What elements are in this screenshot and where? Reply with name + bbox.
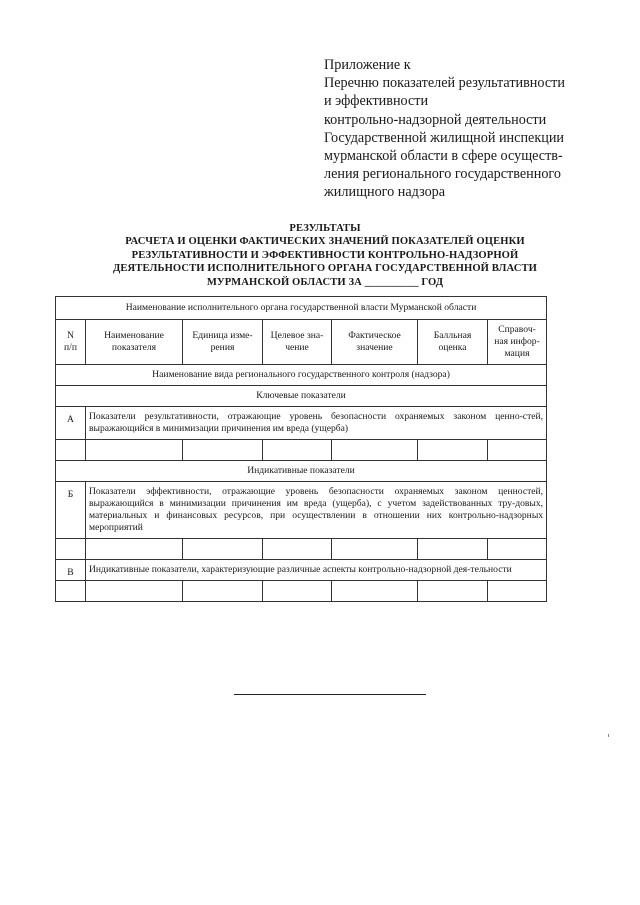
col-header-unit: Единица изме- рения <box>183 320 263 365</box>
table-cell <box>183 539 263 560</box>
table-cell <box>263 539 332 560</box>
table-cell <box>418 440 488 461</box>
empty-row <box>56 539 547 560</box>
table-cell <box>488 539 547 560</box>
table-cell <box>56 581 86 602</box>
section-description: Показатели результативности, отражающие уровень безопасности охраняемых законом ценно-стей, выражающийся в минимизации причинения им вреда (ущерба) <box>86 407 547 440</box>
table-cell <box>263 581 332 602</box>
appendix-line: жилищного надзора <box>324 184 446 201</box>
table-cell <box>183 440 263 461</box>
col-header-reference: Справоч- ная инфор- мация <box>488 320 547 365</box>
title-line: МУРМАНСКОЙ ОБЛАСТИ ЗА __________ ГОД <box>206 276 444 288</box>
table-cell <box>332 440 418 461</box>
results-table <box>55 296 547 602</box>
table-cell <box>263 440 332 461</box>
col-header-number: N п/п <box>56 320 86 365</box>
table-cell <box>86 440 183 461</box>
appendix-line: контрольно-надзорной деятельности <box>324 111 547 128</box>
col-header-score: Балльная оценка <box>418 320 488 365</box>
table-cell <box>56 539 86 560</box>
title-line: РЕЗУЛЬТАТЫ <box>289 223 361 234</box>
table-cell <box>332 539 418 560</box>
appendix-line: мурманской области в сфере осуществ- <box>324 148 563 165</box>
table-cell <box>418 539 488 560</box>
col-header-actual: Фактическое значение <box>332 320 418 365</box>
empty-row <box>56 440 547 461</box>
section-description: Показатели эффективности, отражающие уровень безопасности охраняемых законом ценностей, выражающийся в минимизации причинения им вреда (ущерба), с учетом задействованных тру-довых, материальных и финансовых ресурсов, при осуществлении в отношении них контрольно-надзорных мероприятий <box>86 482 547 539</box>
section-letter: В <box>56 560 86 581</box>
scan-speck <box>608 734 609 737</box>
table-cell <box>86 539 183 560</box>
table-cell <box>183 581 263 602</box>
document-title <box>40 222 610 289</box>
closing-rule <box>234 694 426 695</box>
section-title-indicative: Индикативные показатели <box>56 461 547 482</box>
col-header-indicator: Наименование показателя <box>86 320 183 365</box>
section-letter: А <box>56 407 86 440</box>
table-cell <box>332 581 418 602</box>
title-line: ДЕЯТЕЛЬНОСТИ ИСПОЛНИТЕЛЬНОГО ОРГАНА ГОСУДАРСТВЕННОЙ ВЛАСТИ <box>112 263 538 275</box>
section-description: Индикативные показатели, характеризующие различные аспекты контрольно-надзорной дея-тельности <box>86 560 547 581</box>
appendix-line: ления регионального государственного <box>324 166 561 183</box>
appendix-line: Государственной жилищной инспекции <box>324 129 565 146</box>
appendix-line: Приложение к <box>324 57 411 73</box>
col-header-target: Целевое зна- чение <box>263 320 332 365</box>
table-cell <box>488 440 547 461</box>
table-cell <box>488 581 547 602</box>
title-line: РАСЧЕТА И ОЦЕНКИ ФАКТИЧЕСКИХ ЗНАЧЕНИЙ ПОКАЗАТЕЛЕЙ ОЦЕНКИ <box>125 236 525 248</box>
table-cell <box>418 581 488 602</box>
table-cell <box>56 440 86 461</box>
empty-row <box>56 581 547 602</box>
table-cell <box>86 581 183 602</box>
title-line: РЕЗУЛЬТАТИВНОСТИ И ЭФФЕКТИВНОСТИ КОНТРОЛЬНО-НАДЗОРНОЙ <box>131 249 519 261</box>
appendix-line: и эффективности <box>324 93 429 110</box>
appendix-line: Перечню показателей результативности <box>324 75 565 92</box>
appendix-note <box>324 56 624 202</box>
org-name-row: Наименование исполнительного органа государственной власти Мурманской области <box>56 297 547 320</box>
section-letter: Б <box>56 482 86 539</box>
control-type-row: Наименование вида регионального государственного контроля (надзора) <box>56 365 547 386</box>
section-title-key: Ключевые показатели <box>56 386 547 407</box>
